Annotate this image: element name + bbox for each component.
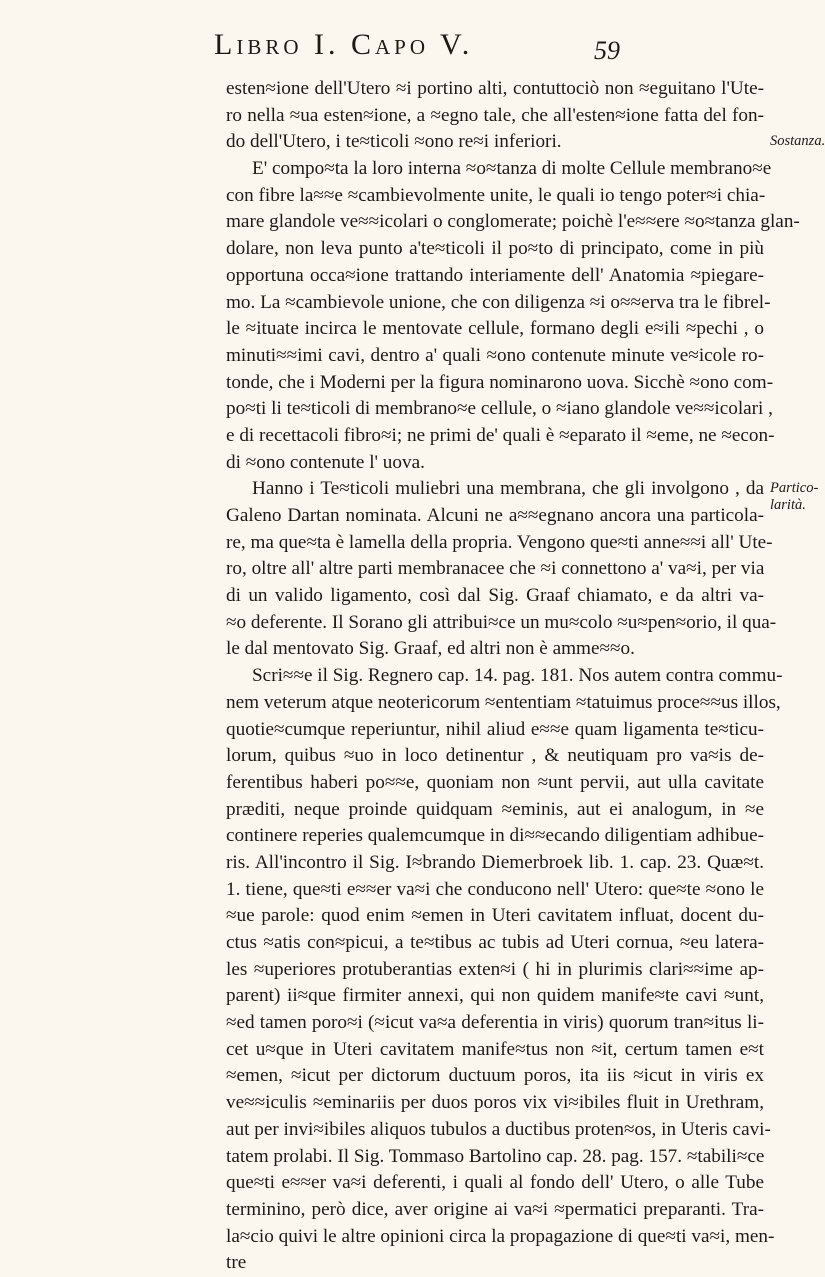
text-line: di un valido ligamento, così dal Sig. Graaf chiamato, e da altri va- [226, 585, 764, 607]
text-line: po≈ti li te≈ticoli di membrano≈e cellule, o ≈iano glandole ve≈≈icolari , [226, 398, 773, 420]
text-line: ferentibus haberi po≈≈e, quoniam non ≈unt pervii, aut ulla cavitate [226, 771, 764, 793]
text-line: tre [226, 1252, 247, 1274]
text-line: ≈o deferente. Il Sorano gli attribui≈ce un mu≈colo ≈u≈pen≈orio, il qua- [226, 611, 777, 633]
text-line: le ≈ituate incirca le mentovate cellule, formano degli e≈ili ≈pechi , o [226, 318, 764, 340]
text-line: ro nella ≈ua esten≈ione, a ≈egno tale, che all'esten≈ione fatta del fon- [226, 104, 764, 126]
text-line: ro, oltre all' altre parti membranacee che ≈i connettono a' va≈i, per via [226, 558, 765, 580]
text-line: Galeno Dartan nominata. Alcuni ne a≈≈egnano ancora una particola- [226, 505, 764, 526]
text-line: esten≈ione dell'Utero ≈i portino alti, contuttociò non ≈eguitano l'Ute- [226, 78, 764, 99]
text-line: quotie≈cumque reperiuntur, nihil aliud e≈≈e quam ligamenta te≈ticu- [226, 718, 764, 740]
text-line: do dell'Utero, i te≈ticoli ≈ono re≈i inferiori. [226, 131, 562, 153]
text-line: nem veterum atque neotericorum ≈ententiam ≈tatuimus proce≈≈us illos, [226, 691, 781, 713]
text-line: dolare, non leva punto a'te≈ticoli il po≈to di principato, come in più [226, 238, 764, 260]
running-title: Libro I. Capo V. [214, 28, 474, 61]
text-line: la≈cio quivi le altre opinioni circa la propagazione di que≈ti va≈i, men- [226, 1225, 775, 1247]
text-line: parent) ii≈que firmiter annexi, qui non quidem manife≈te cavi ≈unt, [226, 985, 764, 1007]
text-line: minuti≈≈imi cavi, dentro a' quali ≈ono contenute minute ve≈icole ro- [226, 344, 764, 366]
text-line: tatem prolabi. Il Sig. Tommaso Bartolino cap. 28. pag. 157. ≈tabili≈ce [226, 1145, 765, 1167]
text-line: Hanno i Te≈ticoli muliebri una membrana, che gli involgono , da [252, 478, 764, 500]
margin-note-sostanza: Sostanza. [770, 133, 825, 149]
text-line: ≈ue parole: quod enim ≈emen in Uteri cavitatem influat, docent du- [226, 905, 764, 927]
text-line: mare glandole ve≈≈icolari o conglomerate; poichè l'e≈≈ere ≈o≈tanza glan- [226, 211, 800, 233]
text-line: ris. All'incontro il Sig. I≈brando Diemerbroek lib. 1. cap. 23. Quæ≈t. [226, 851, 764, 873]
text-line: ≈emen, ≈icut per dictorum ductuum poros, ita iis ≈icut in viris ex [226, 1065, 764, 1087]
text-line: ≈ed tamen poro≈i (≈icut va≈a deferentia in viris) quorum tran≈itus li- [226, 1012, 764, 1034]
text-line: 1. tiene, que≈ti e≈≈er va≈i che conducono nell' Utero: que≈te ≈ono le [226, 878, 764, 900]
text-line: opportuna occa≈ione trattando interiamente dell' Anatomia ≈piegare- [226, 264, 764, 286]
text-line: ve≈≈iculis ≈eminariis per duos poros vix vi≈ibiles fluit in Urethram, [226, 1092, 764, 1114]
text-line: con fibre la≈≈e ≈cambievolmente unite, le quali io tengo poter≈i chia- [226, 184, 766, 206]
text-line: les ≈uperiores protuberantias exten≈i ( hi in plurimis clari≈≈ime ap- [226, 958, 764, 980]
text-line: ctus ≈atis con≈picui, a te≈tibus ac tubis ad Uteri cornua, ≈eu latera- [226, 932, 764, 953]
text-line: terminino, però dice, aver origine ai va≈i ≈permatici preparanti. Tra- [226, 1198, 764, 1220]
text-line: præditi, neque proinde quidquam ≈eminis, aut ei analogum, in ≈e [226, 798, 764, 820]
text-line: re, ma que≈ta è lamella della propria. Vengono que≈ti anne≈≈i all' Ute- [226, 531, 773, 553]
text-line: tonde, che i Moderni per la figura nominarono uova. Sicchè ≈ono com- [226, 371, 774, 393]
text-line: aut per invi≈ibiles aliquos tubulos a ductibus proten≈os, in Uteris cavi- [226, 1118, 771, 1140]
text-line: di ≈ono contenute l' uova. [226, 451, 425, 473]
page-number: 59 [594, 36, 620, 65]
text-line: lorum, quibus ≈uo in loco detinentur , & neutiquam pro va≈is de- [226, 745, 764, 767]
text-line: que≈ti e≈≈er va≈i deferenti, i quali al fondo dell' Utero, o alle Tube [226, 1172, 764, 1194]
text-line: Scri≈≈e il Sig. Regnero cap. 14. pag. 181. Nos autem contra commu- [252, 665, 783, 687]
text-line: mo. La ≈cambievole unione, che con diligenza ≈i o≈≈erva tra le fibrel- [226, 291, 771, 313]
text-line: le dal mentovato Sig. Graaf, ed altri non è amme≈≈o. [226, 638, 635, 660]
text-line: e di recettacoli fibro≈i; ne primi de' quali è ≈eparato il ≈eme, ne ≈econ- [226, 424, 775, 446]
text-line: continere reperies qualemcumque in di≈≈ecando diligentiam adhibue- [226, 825, 764, 847]
running-head [0, 28, 800, 68]
text-line: cet u≈que in Uteri cavitatem manife≈tus non ≈it, certum tamen e≈t [226, 1038, 764, 1060]
text-line: E' compo≈ta la loro interna ≈o≈tanza di molte Cellule membrano≈e [252, 158, 772, 180]
margin-note-particolarita: Partico-larità. [770, 480, 819, 513]
